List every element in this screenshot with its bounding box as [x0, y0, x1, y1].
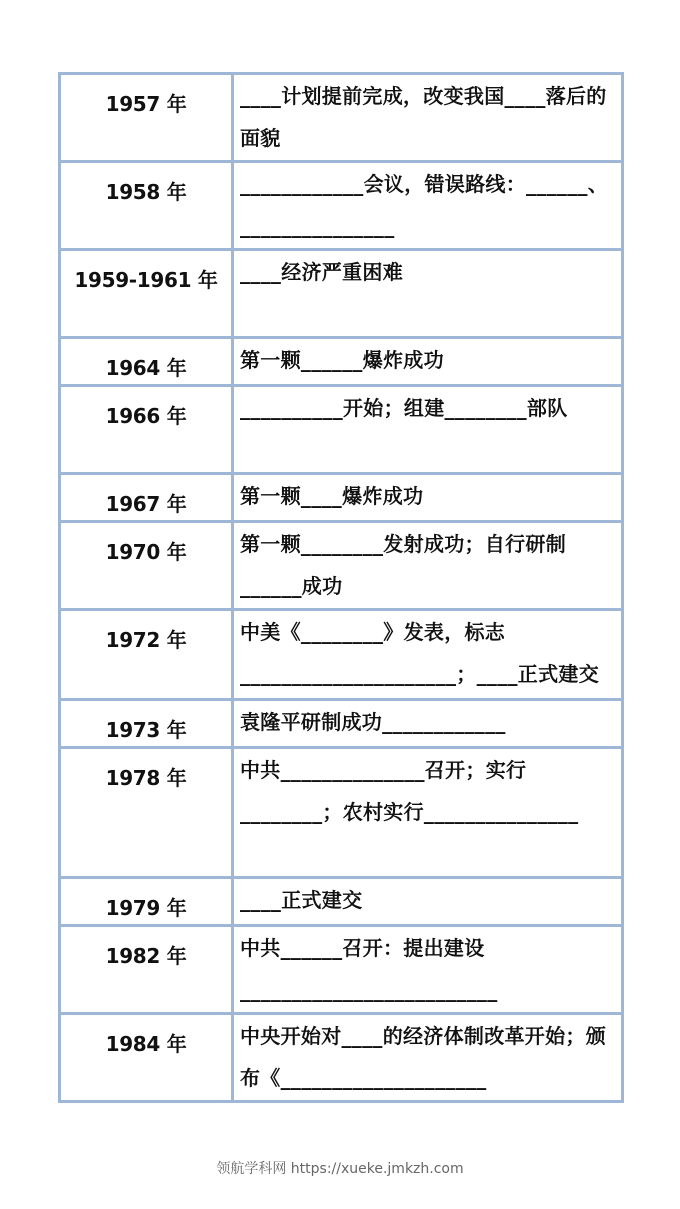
event-cell: 第一颗______爆炸成功 — [233, 338, 623, 386]
year-cell: 1967 年 — [60, 474, 233, 522]
year-cell: 1979 年 — [60, 878, 233, 926]
year-cell: 1964 年 — [60, 338, 233, 386]
event-cell: 第一颗________发射成功；自行研制______成功 — [233, 522, 623, 610]
table-row — [60, 926, 623, 1014]
year-cell: 1978 年 — [60, 748, 233, 878]
event-cell: ____经济严重困难 — [233, 250, 623, 338]
year-cell: 1984 年 — [60, 1014, 233, 1102]
year-cell: 1957 年 — [60, 74, 233, 162]
year-cell: 1959-1961 年 — [60, 250, 233, 338]
table-row — [60, 522, 623, 610]
year-cell: 1966 年 — [60, 386, 233, 474]
event-cell: 第一颗____爆炸成功 — [233, 474, 623, 522]
table-row — [60, 1014, 623, 1102]
table-row — [60, 748, 623, 878]
year-cell: 1973 年 — [60, 700, 233, 748]
event-cell: 中共______召开：提出建设_________________________ — [233, 926, 623, 1014]
table-row — [60, 474, 623, 522]
year-cell: 1972 年 — [60, 610, 233, 700]
year-cell: 1970 年 — [60, 522, 233, 610]
event-cell: ____计划提前完成，改变我国____落后的面貌 — [233, 74, 623, 162]
timeline-table-container — [58, 72, 624, 1103]
table-row — [60, 162, 623, 250]
footer-watermark: 领航学科网 https://xueke.jmkzh.com — [216, 1161, 464, 1177]
table-row — [60, 610, 623, 700]
table-row — [60, 338, 623, 386]
event-cell: ____________会议，错误路线：______、_______________ — [233, 162, 623, 250]
table-row — [60, 250, 623, 338]
event-cell: 袁隆平研制成功____________ — [233, 700, 623, 748]
table-row — [60, 74, 623, 162]
event-cell: ____正式建交 — [233, 878, 623, 926]
table-row — [60, 700, 623, 748]
timeline-table — [58, 72, 624, 1103]
event-cell: __________开始；组建________部队 — [233, 386, 623, 474]
table-row — [60, 878, 623, 926]
event-cell: 中共______________召开；实行________；农村实行_______________ — [233, 748, 623, 878]
event-cell: 中美《________》发表，标志_____________________；____正式建交 — [233, 610, 623, 700]
year-cell: 1958 年 — [60, 162, 233, 250]
year-cell: 1982 年 — [60, 926, 233, 1014]
table-row — [60, 386, 623, 474]
event-cell: 中央开始对____的经济体制改革开始；颁布《____________________ — [233, 1014, 623, 1102]
